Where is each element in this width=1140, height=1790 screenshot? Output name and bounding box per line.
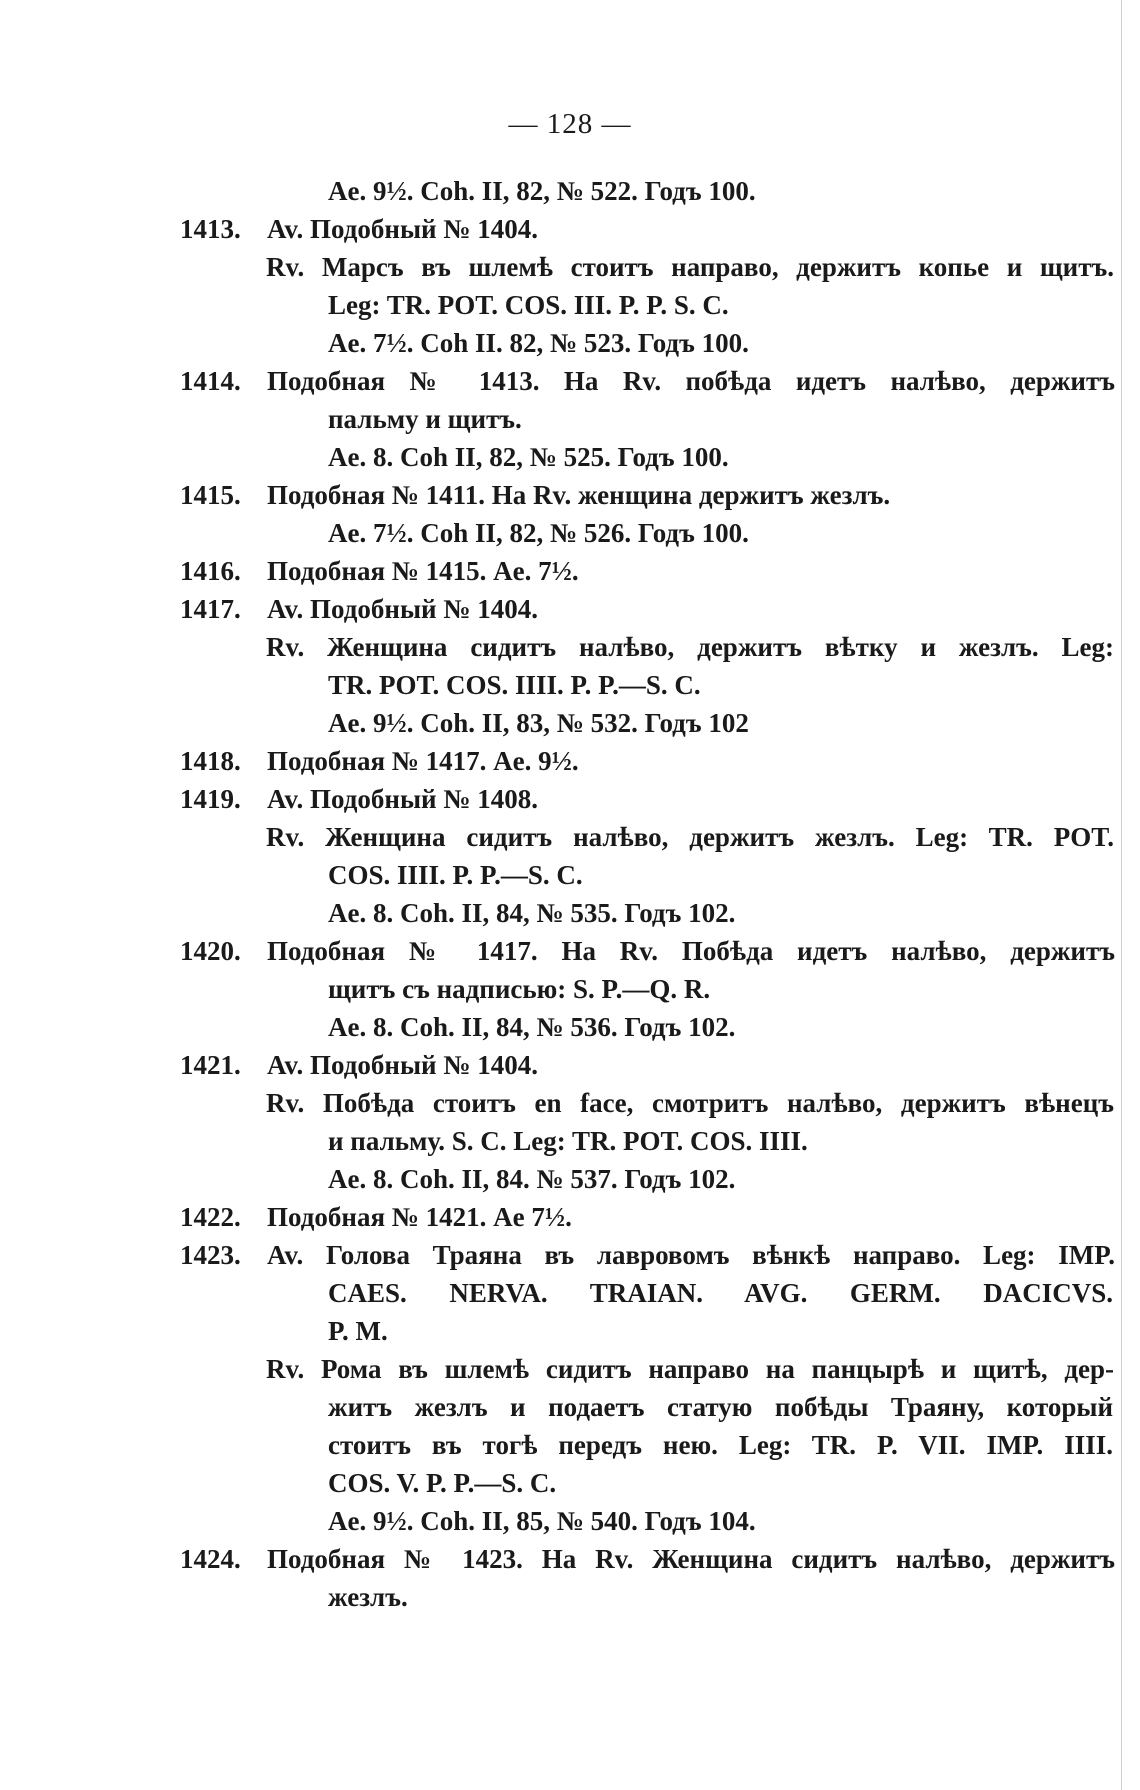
- catalog-continuation-line: [0, 1464, 1140, 1502]
- catalog-continuation-line: [0, 1388, 1140, 1426]
- catalog-entry-line: [0, 1540, 1140, 1578]
- entry-number: 1415.: [180, 480, 241, 510]
- catalog-entry-line: [0, 552, 1140, 590]
- catalog-continuation-line: [0, 1350, 1140, 1388]
- entry-text: Av. Подобный № 1404.: [267, 594, 538, 624]
- entry-number: 1423.: [180, 1240, 241, 1270]
- entry-text: Подобная № 1413. На Rv. побѣда идетъ налѣво, держитъ: [267, 366, 1115, 396]
- entry-text: жезлъ.: [328, 1582, 408, 1612]
- entry-text: Av. Голова Траяна въ лавровомъ вѣнкѣ направо. Leg: IMP.: [267, 1240, 1115, 1270]
- entry-text: житъ жезлъ и подаетъ статую побѣды Траяну, который: [328, 1392, 1113, 1422]
- catalog-entries: [0, 172, 1140, 1616]
- entry-text: COS. V. P. P.—S. C.: [328, 1468, 557, 1498]
- entry-number: 1424.: [180, 1544, 241, 1574]
- catalog-entry-line: [0, 590, 1140, 628]
- catalog-continuation-line: [0, 324, 1140, 362]
- entry-text: щитъ съ надписью: S. P.—Q. R.: [328, 974, 711, 1004]
- catalog-entry-line: [0, 780, 1140, 818]
- entry-number: 1418.: [180, 746, 241, 776]
- catalog-continuation-line: [0, 970, 1140, 1008]
- entry-text: Ae. 7½. Coh II. 82, № 523. Годъ 100.: [328, 328, 749, 358]
- catalog-entry-line: [0, 1236, 1140, 1274]
- catalog-continuation-line: [0, 438, 1140, 476]
- catalog-entry-line: [0, 210, 1140, 248]
- entry-number: 1419.: [180, 784, 241, 814]
- entry-text: Rv. Побѣда стоитъ en face, смотритъ налѣво, держитъ вѣнецъ: [266, 1088, 1114, 1118]
- catalog-continuation-line: [0, 628, 1140, 666]
- entry-text: Подобная № 1417. Ae. 9½.: [267, 746, 579, 776]
- entry-text: Ae. 8. Coh. II, 84, № 535. Годъ 102.: [328, 898, 736, 928]
- catalog-entry-line: [0, 362, 1140, 400]
- catalog-continuation-line: [0, 1008, 1140, 1046]
- entry-text: Rv. Рома въ шлемѣ сидитъ направо на панцырѣ и щитѣ, дер-: [266, 1354, 1114, 1384]
- entry-text: Av. Подобный № 1408.: [267, 784, 538, 814]
- catalog-continuation-line: [0, 172, 1140, 210]
- entry-number: 1414.: [180, 366, 241, 396]
- catalog-continuation-line: [0, 666, 1140, 704]
- catalog-continuation-line: [0, 1426, 1140, 1464]
- entry-text: Leg: TR. POT. COS. III. P. P. S. C.: [328, 290, 729, 320]
- entry-number: 1422.: [180, 1202, 241, 1232]
- catalog-continuation-line: [0, 1274, 1140, 1312]
- entry-text: P. M.: [328, 1316, 388, 1346]
- entry-text: Подобная № 1421. Ae 7½.: [267, 1202, 572, 1232]
- entry-text: Ae. 8. Coh. II, 84. № 537. Годъ 102.: [328, 1164, 736, 1194]
- catalog-continuation-line: [0, 514, 1140, 552]
- entry-text: Ae. 8. Coh II, 82, № 525. Годъ 100.: [328, 442, 729, 472]
- catalog-continuation-line: [0, 248, 1140, 286]
- entry-text: Av. Подобный № 1404.: [267, 1050, 538, 1080]
- catalog-continuation-line: [0, 1312, 1140, 1350]
- catalog-continuation-line: [0, 856, 1140, 894]
- catalog-continuation-line: [0, 1122, 1140, 1160]
- entry-number: 1421.: [180, 1050, 241, 1080]
- entry-text: и пальму. S. C. Leg: TR. POT. COS. IIII.: [328, 1126, 808, 1156]
- catalog-entry-line: [0, 1046, 1140, 1084]
- entry-text: Av. Подобный № 1404.: [267, 214, 538, 244]
- entry-text: Ae. 9½. Coh. II, 85, № 540. Годъ 104.: [328, 1506, 756, 1536]
- page-number: — 128 —: [508, 108, 632, 140]
- entry-text: пальму и щитъ.: [328, 404, 522, 434]
- catalog-continuation-line: [0, 1578, 1140, 1616]
- catalog-entry-line: [0, 932, 1140, 970]
- entry-text: Подобная № 1415. Ae. 7½.: [267, 556, 579, 586]
- entry-number: 1416.: [180, 556, 241, 586]
- entry-number: 1413.: [180, 214, 241, 244]
- entry-text: COS. IIII. P. P.—S. C.: [328, 860, 583, 890]
- entry-text: Ae. 8. Coh. II, 84, № 536. Годъ 102.: [328, 1012, 736, 1042]
- entry-number: 1417.: [180, 594, 241, 624]
- catalog-entry-line: [0, 476, 1140, 514]
- catalog-continuation-line: [0, 894, 1140, 932]
- entry-text: Ae. 9½. Coh. II, 82, № 522. Годъ 100.: [328, 176, 756, 206]
- catalog-continuation-line: [0, 1084, 1140, 1122]
- entry-number: 1420.: [180, 936, 241, 966]
- entry-text: стоитъ въ тогѣ передъ нею. Leg: TR. P. VII. IMP. IIII.: [328, 1430, 1113, 1460]
- entry-text: Rv. Женщина сидитъ налѣво, держитъ вѣтку и жезлъ. Leg:: [266, 632, 1114, 662]
- entry-text: Rv. Женщина сидитъ налѣво, держитъ жезлъ. Leg: TR. POT.: [266, 822, 1114, 852]
- entry-text: TR. POT. COS. IIII. P. P.—S. C.: [328, 670, 701, 700]
- catalog-continuation-line: [0, 704, 1140, 742]
- catalog-entry-line: [0, 742, 1140, 780]
- catalog-continuation-line: [0, 1160, 1140, 1198]
- entry-text: Ae. 7½. Coh II, 82, № 526. Годъ 100.: [328, 518, 749, 548]
- catalog-continuation-line: [0, 818, 1140, 856]
- entry-text: CAES. NERVA. TRAIAN. AVG. GERM. DACICVS.: [328, 1278, 1113, 1308]
- catalog-continuation-line: [0, 286, 1140, 324]
- entry-text: Ae. 9½. Coh. II, 83, № 532. Годъ 102: [328, 708, 749, 738]
- catalog-continuation-line: [0, 400, 1140, 438]
- entry-text: Подобная № 1417. На Rv. Побѣда идетъ налѣво, держитъ: [267, 936, 1115, 966]
- catalog-entry-line: [0, 1198, 1140, 1236]
- entry-text: Rv. Марсъ въ шлемѣ стоитъ направо, держитъ копье и щитъ.: [266, 252, 1114, 282]
- catalog-continuation-line: [0, 1502, 1140, 1540]
- entry-text: Подобная № 1411. На Rv. женщина держитъ жезлъ.: [267, 480, 891, 510]
- entry-text: Подобная № 1423. На Rv. Женщина сидитъ налѣво, держитъ: [267, 1544, 1115, 1574]
